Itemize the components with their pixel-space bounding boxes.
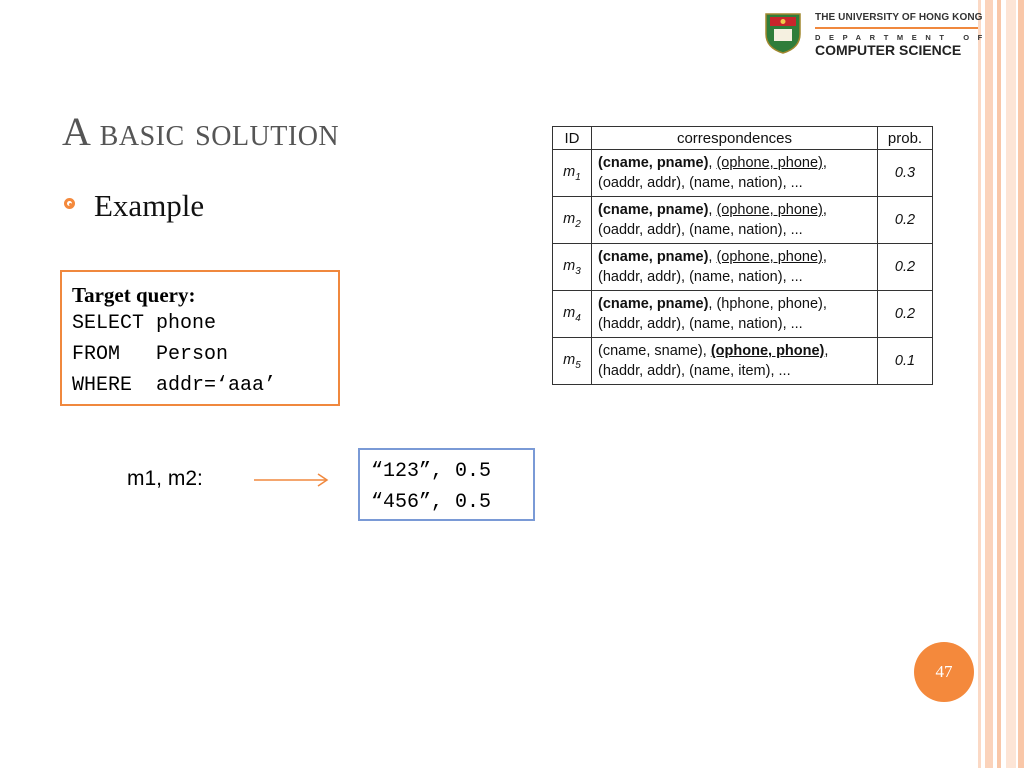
row-id: $m_5$ [553,338,592,385]
table-header-row [553,127,933,150]
table-row [553,197,933,244]
row-correspondences: (cname, pname), (hphone, phone), (haddr, addr), (name, nation), ... [592,291,878,338]
bullet-text: Example [94,188,205,223]
row-correspondences: (cname, pname), (ophone, phone), (haddr, addr), (name, nation), ... [592,244,878,291]
row-id: $m_2$ [553,197,592,244]
row-correspondences: (cname, pname), (ophone, phone), (oaddr, addr), (name, nation), ... [592,150,878,197]
header-correspondences: correspondences [592,127,878,150]
table-row [553,338,933,385]
header-id: ID [553,127,592,150]
row-prob: 0.2 [878,197,933,244]
decor-stripe-4 [1006,0,1016,768]
correspondence-table [552,126,933,385]
query-heading: Target query: [72,283,196,307]
row-prob: 0.2 [878,291,933,338]
table-row [553,244,933,291]
header-divider [815,27,978,29]
slide-title: A basic solution [62,109,340,154]
table-row [553,150,933,197]
result-line: “456”, 0.5 [371,491,492,514]
faculty-label: COMPUTER SCIENCE [815,42,962,58]
target-query-box [60,270,340,406]
decor-stripe-1 [978,0,981,768]
decor-stripe-2 [985,0,993,768]
result-line: “123”, 0.5 [371,460,492,483]
row-correspondences: (cname, sname), (ophone, phone), (haddr, addr), (name, item), ... [592,338,878,385]
query-line: WHERE addr=‘aaa’ [72,374,277,397]
row-prob: 0.1 [878,338,933,385]
page-number: 47 [914,642,974,702]
row-correspondences: (cname, pname), (ophone, phone), (oaddr, addr), (name, nation), ... [592,197,878,244]
query-line: SELECT phone [72,312,217,335]
result-box [358,448,535,521]
university-name: THE UNIVERSITY OF HONG KONG [815,12,983,23]
decor-stripe-5 [1018,0,1024,768]
row-prob: 0.2 [878,244,933,291]
row-id: $m_1$ [553,150,592,197]
decor-stripe-3 [997,0,1001,768]
table-row [553,291,933,338]
mapping-label: m1, m2: [127,467,203,490]
bullet-icon [64,198,75,209]
row-id: $m_3$ [553,244,592,291]
department-label: DEPARTMENT OF [815,33,991,42]
row-id: $m_4$ [553,291,592,338]
arrow-right-icon [254,472,330,493]
hku-crest-icon [764,12,802,59]
row-prob: 0.3 [878,150,933,197]
query-line: FROM Person [72,343,229,366]
header-prob: prob. [878,127,933,150]
